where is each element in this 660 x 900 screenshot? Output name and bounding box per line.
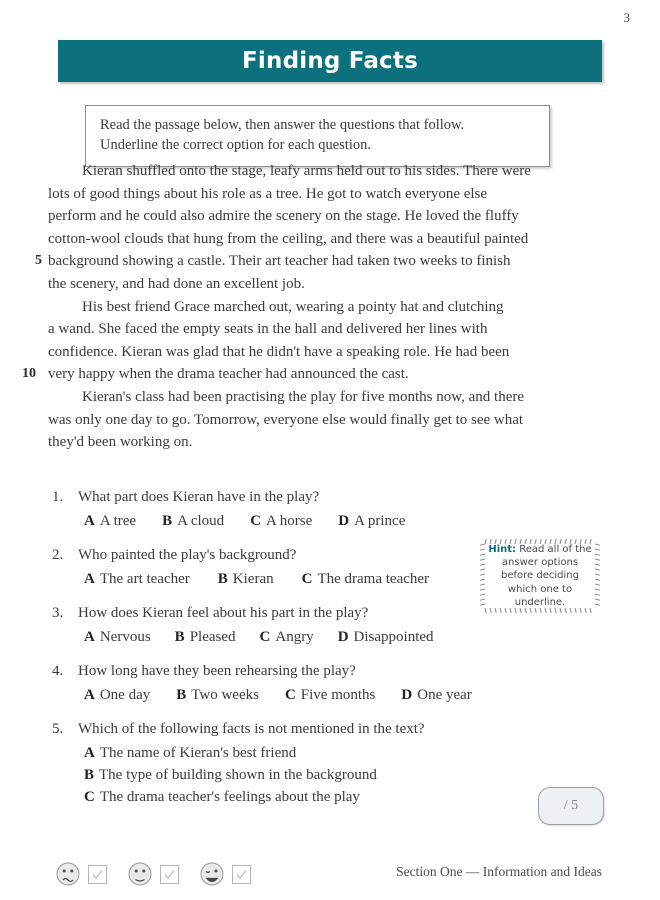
- answer-option[interactable]: [218, 569, 274, 590]
- answer-option[interactable]: [84, 765, 632, 786]
- passage-line: cotton-wool clouds that hung from the ceiling, and there was a beautiful painted: [48, 230, 529, 247]
- answer-option[interactable]: [162, 511, 224, 532]
- answer-option-letter: B: [174, 629, 185, 645]
- answer-option-letter: A: [84, 571, 95, 587]
- neutral-face-icon[interactable]: [127, 861, 153, 887]
- check-icon: [91, 868, 104, 881]
- answer-option-letter: B: [176, 687, 187, 703]
- hint-callout: [478, 537, 602, 615]
- passage-line: the scenery, and had done an excellent job.: [48, 275, 305, 292]
- passage-line: was only one day to go. Tomorrow, everyone else would finally get to see what: [48, 411, 524, 428]
- answer-option-letter: A: [84, 629, 95, 645]
- answer-option-letter: C: [301, 571, 313, 587]
- answer-option-label: A horse: [266, 513, 313, 529]
- answer-option-letter: B: [84, 767, 95, 783]
- answer-option-label: The name of Kieran's best friend: [99, 745, 297, 761]
- answer-option-label: A tree: [99, 513, 137, 529]
- footer-section-label: Section One — Information and Ideas: [396, 864, 602, 879]
- passage-line: background showing a castle. Their art teacher had taken two weeks to finish: [48, 253, 511, 270]
- self-assessment-item: [127, 861, 179, 887]
- question-number: 5.: [52, 721, 64, 737]
- sad-face-icon[interactable]: [55, 861, 81, 887]
- answer-option-label: One year: [417, 687, 472, 703]
- answer-option[interactable]: [176, 685, 259, 706]
- answer-option[interactable]: [84, 511, 136, 532]
- passage-line: they'd been working on.: [48, 434, 193, 451]
- question-text: How does Kieran feel about his part in the play?: [78, 605, 369, 621]
- answer-option-letter: A: [84, 513, 95, 529]
- score-value: / 5: [563, 798, 579, 813]
- question-text: How long have they been rehearsing the play?: [78, 663, 356, 679]
- passage-line: perform and he could also admire the scenery on the stage. He loved the fluffy: [48, 208, 519, 225]
- question-item: [52, 661, 632, 706]
- answer-option-letter: D: [338, 513, 350, 529]
- answer-option[interactable]: [338, 511, 405, 532]
- question-number: 2.: [52, 547, 64, 563]
- page-title: Finding Facts: [242, 48, 418, 74]
- passage-line: Kieran shuffled onto the stage, leafy arms held out to his sides. There were: [82, 163, 531, 179]
- self-assessment-faces: [55, 861, 271, 887]
- answer-option-letter: A: [84, 687, 95, 703]
- line-number-5: 5: [35, 253, 42, 268]
- answer-option-label: Pleased: [189, 629, 236, 645]
- passage-paragraph: [48, 296, 608, 386]
- question-header: [52, 487, 632, 507]
- answer-option-label: Kieran: [232, 571, 274, 587]
- answer-option-letter: C: [259, 629, 271, 645]
- answer-option-label: A cloud: [177, 513, 225, 529]
- passage-line: His best friend Grace marched out, wearing a pointy hat and clutching: [82, 298, 504, 315]
- answer-option[interactable]: [84, 685, 150, 706]
- hint-text: Read all of the answer options before deciding which one to underline.: [501, 544, 592, 608]
- passage-line: very happy when the drama teacher had announced the cast.: [48, 366, 409, 383]
- answer-option[interactable]: [250, 511, 312, 532]
- self-assessment-item: [199, 861, 251, 887]
- answer-option[interactable]: [285, 685, 375, 706]
- answer-option-letter: B: [217, 571, 228, 587]
- passage-line: a wand. She faced the empty seats in the hall and delivered her lines with: [48, 321, 488, 338]
- page-number: 3: [623, 10, 630, 25]
- answer-option[interactable]: [175, 627, 236, 648]
- answer-option[interactable]: [84, 627, 151, 648]
- hint-label: Hint:: [488, 544, 517, 555]
- answer-option-label: Two weeks: [191, 687, 259, 703]
- passage-paragraph: [48, 386, 608, 454]
- answer-option[interactable]: [84, 569, 190, 590]
- question-text: Which of the following facts is not mentioned in the text?: [78, 721, 425, 737]
- answer-option-letter: C: [84, 789, 95, 805]
- check-icon: [163, 868, 176, 881]
- answer-option-label: The drama teacher's feelings about the play: [99, 789, 360, 805]
- passage-line: confidence. Kieran was glad that he didn't have a speaking role. He had been: [48, 343, 510, 360]
- answer-option-label: Angry: [275, 629, 314, 645]
- answer-option[interactable]: [401, 685, 471, 706]
- reading-passage: [22, 160, 608, 454]
- question-text: What part does Kieran have in the play?: [78, 489, 320, 505]
- question-number: 4.: [52, 663, 64, 679]
- answer-option-label: The drama teacher: [317, 571, 430, 587]
- happy-face-icon[interactable]: [199, 861, 225, 887]
- check-icon: [235, 868, 248, 881]
- score-box[interactable]: [538, 787, 604, 825]
- answer-option-label: Disappointed: [353, 629, 434, 645]
- question-item: [52, 487, 632, 532]
- answer-option-label: One day: [99, 687, 151, 703]
- answer-option-label: Five months: [300, 687, 376, 703]
- answer-option-letter: D: [337, 629, 349, 645]
- answer-option-letter: C: [250, 513, 262, 529]
- question-options: [52, 627, 632, 648]
- answer-option[interactable]: [84, 743, 632, 764]
- self-assessment-checkbox[interactable]: [160, 865, 179, 884]
- answer-option-label: A prince: [354, 513, 406, 529]
- instruction-line-1: Read the passage below, then answer the questions that follow.: [100, 117, 465, 133]
- passage-paragraph: [48, 160, 608, 296]
- question-text: Who painted the play's background?: [78, 547, 297, 563]
- question-number: 1.: [52, 489, 64, 505]
- instruction-line-2: Underline the correct option for each question.: [100, 137, 371, 153]
- answer-option[interactable]: [302, 569, 429, 590]
- question-options: [52, 685, 632, 706]
- self-assessment-checkbox[interactable]: [232, 865, 251, 884]
- answer-option-letter: B: [162, 513, 173, 529]
- question-number: 3.: [52, 605, 64, 621]
- answer-option[interactable]: [338, 627, 434, 648]
- answer-option-label: The type of building shown in the background: [99, 767, 377, 783]
- instruction-box: [85, 105, 550, 167]
- answer-option-label: The art teacher: [99, 571, 190, 587]
- self-assessment-checkbox[interactable]: [88, 865, 107, 884]
- question-header: [52, 661, 632, 681]
- line-number-10: 10: [22, 366, 36, 381]
- passage-body: [48, 160, 608, 454]
- answer-option[interactable]: [260, 627, 314, 648]
- answer-option-letter: A: [84, 745, 95, 761]
- passage-line: lots of good things about his role as a tree. He got to watch everyone else: [48, 185, 488, 202]
- answer-option-label: Nervous: [99, 629, 151, 645]
- self-assessment-item: [55, 861, 107, 887]
- question-header: [52, 719, 632, 739]
- answer-option-letter: C: [284, 687, 296, 703]
- question-options: [52, 511, 632, 532]
- page-title-banner: [58, 40, 602, 82]
- passage-line: Kieran's class had been practising the play for five months now, and there: [82, 388, 525, 405]
- answer-option-letter: D: [401, 687, 413, 703]
